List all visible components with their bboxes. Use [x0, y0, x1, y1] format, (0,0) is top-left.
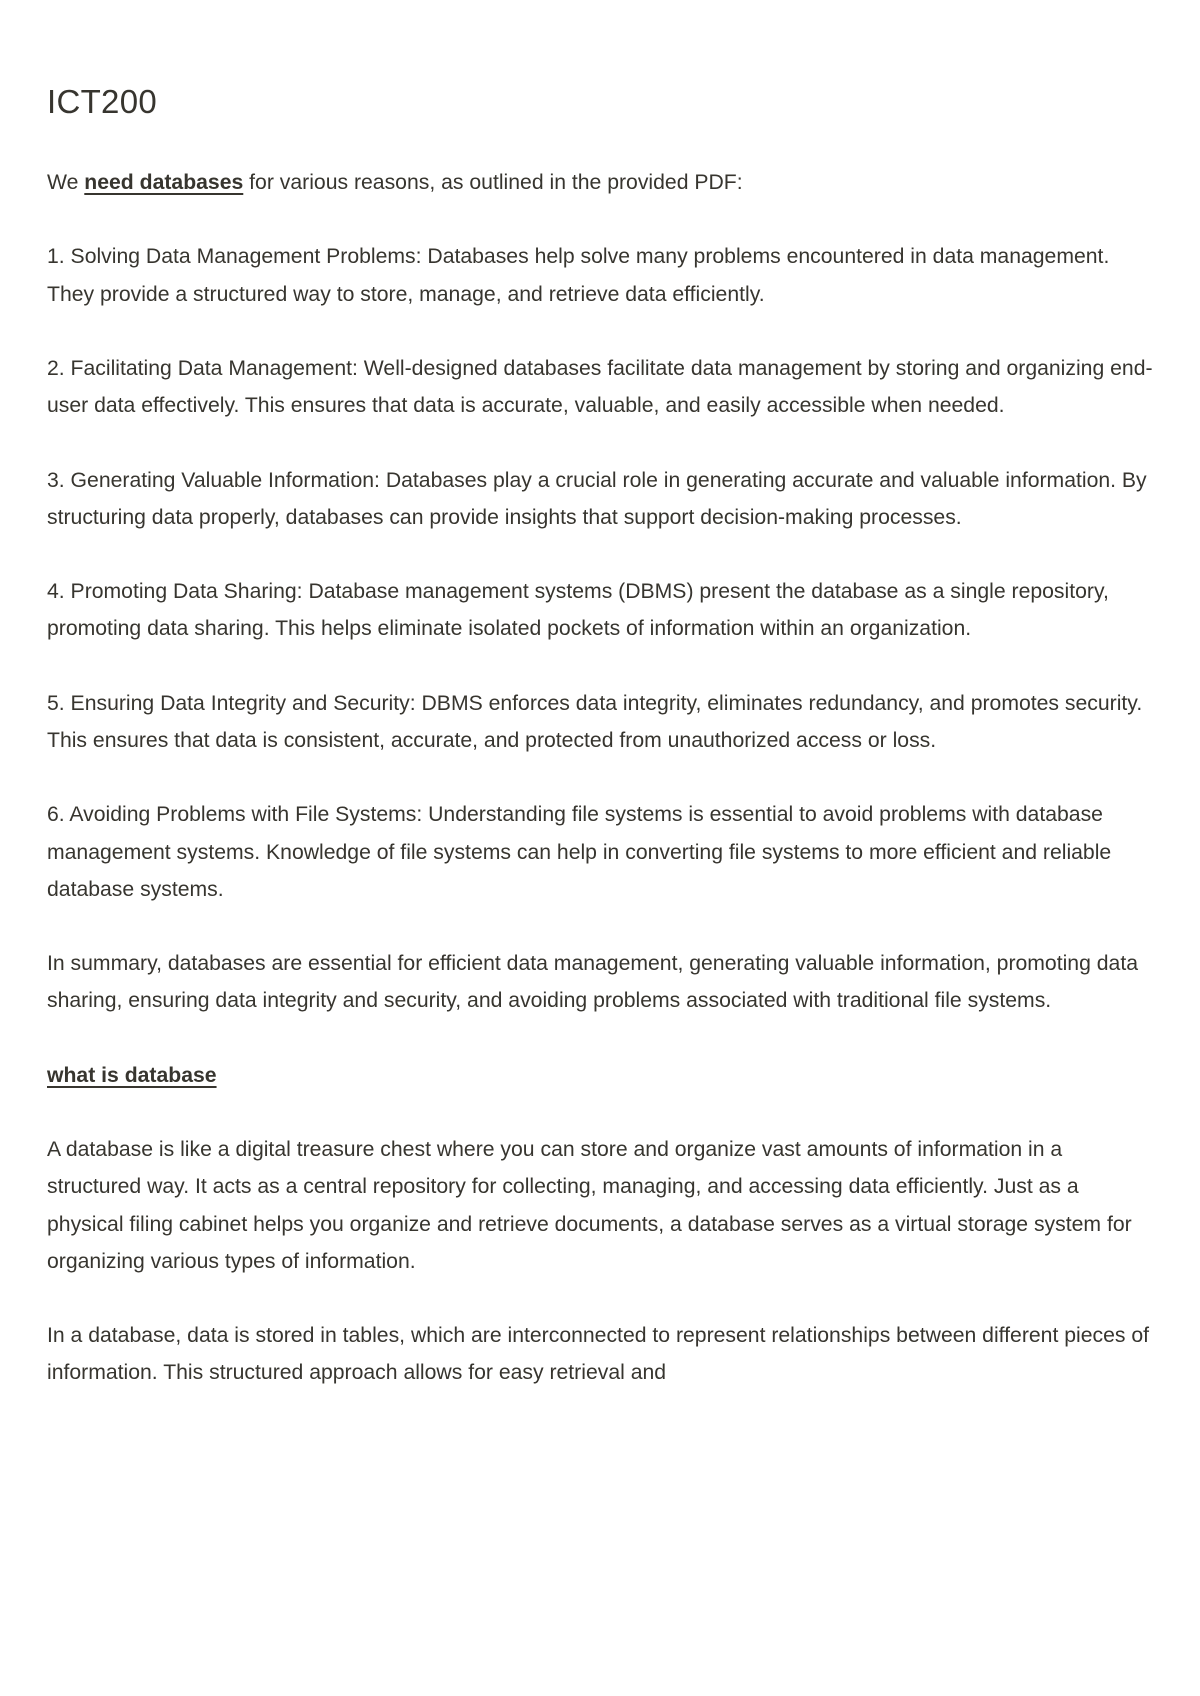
- intro-prefix: We: [47, 171, 85, 194]
- summary-paragraph: In summary, databases are essential for efficient data management, generating valuable information, promoting data sharing, ensuring data integrity and security, and avoiding problems associated with traditional file systems.: [47, 952, 1138, 1013]
- definition-paragraph-2: In a database, data is stored in tables, which are interconnected to represent relationships between different pieces of information. This structured approach allows for easy retrieval and: [47, 1324, 1150, 1385]
- document-body: [47, 164, 1157, 1429]
- definition-paragraph-1: A database is like a digital treasure chest where you can store and organize vast amounts of information in a structured way. It acts as a central repository for collecting, managing, and accessing data efficiently. Just as a physical filing cabinet helps you organize and retrieve documents, a database serves as a virtual storage system for organizing various types of information.: [47, 1138, 1132, 1273]
- intro-paragraph: [47, 164, 1157, 201]
- reason-item-3: 3. Generating Valuable Information: Databases play a crucial role in generating accurate and valuable information. By structuring data properly, databases can provide insights that support decision-making processes.: [47, 468, 1147, 529]
- intro-suffix: for various reasons, as outlined in the provided PDF:: [243, 171, 743, 194]
- reason-item-4: 4. Promoting Data Sharing: Database management systems (DBMS) present the database as a single repository, promoting data sharing. This helps eliminate isolated pockets of information within an organization.: [47, 580, 1109, 641]
- section-heading: what is database: [47, 1063, 217, 1087]
- intro-emphasis: need databases: [84, 171, 244, 194]
- document-title: ICT200: [47, 83, 158, 120]
- reason-item-6: 6. Avoiding Problems with File Systems: Understanding file systems is essential to avoid problems with database management systems. Knowledge of file systems can help in converting file systems to more efficient and reliable database systems.: [47, 803, 1112, 901]
- reason-item-2: 2. Facilitating Data Management: Well-designed databases facilitate data management by storing and organizing end-user data effectively. This ensures that data is accurate, valuable, and easily accessible when needed.: [47, 356, 1153, 418]
- reason-item-1: 1. Solving Data Management Problems: Databases help solve many problems encountered in data management. They provide a structured way to store, manage, and retrieve data efficiently.: [47, 245, 1110, 306]
- section-heading-paragraph: [47, 1057, 1157, 1094]
- reason-item-5: 5. Ensuring Data Integrity and Security: DBMS enforces data integrity, eliminates redundancy, and promotes security. This ensures that data is consistent, accurate, and protected from unauthorized access or loss.: [47, 691, 1143, 752]
